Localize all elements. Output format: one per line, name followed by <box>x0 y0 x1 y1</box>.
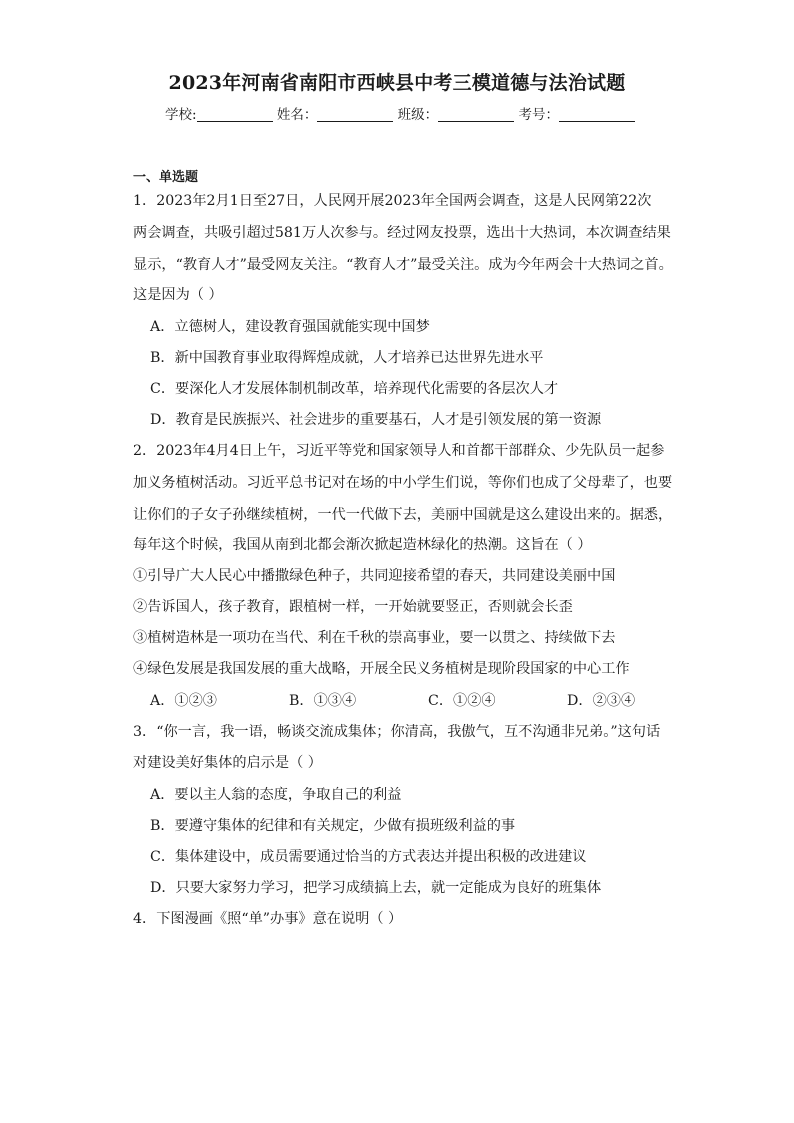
q2-statement-3: ③植树造林是一项功在当代、利在千秋的崇高事业，要一以贯之、持续做下去 <box>133 630 616 646</box>
q2-line: 让你们的子女子孙继续植树，一代一代做下去，美丽中国就是这么建设出来的。据悉， <box>133 507 673 523</box>
q3-option-b: B．要遵守集体的纪律和有关规定，少做有损班级利益的事 <box>150 818 516 834</box>
q3-option-d: D．只要大家努力学习，把学习成绩搞上去，就一定能成为良好的班集体 <box>150 880 602 896</box>
q1-line: 两会调查，共吸引超过581万人次参与。经过网友投票，选出十大热词，本次调查结果 <box>133 225 671 241</box>
q1-option-b: B．新中国教育事业取得辉煌成就，人才培养已达世界先进水平 <box>150 350 544 366</box>
q2-line: 加义务植树活动。习近平总书记对在场的中小学生们说，等你们也成了父母辈了，也要 <box>133 475 673 491</box>
class-label: 班级： <box>397 107 439 123</box>
q2-line: 2．2023年4月4日上午，习近平等党和国家领导人和首都干部群众、少先队员一起参 <box>133 443 665 459</box>
q4-line: 4．下图漫画《照“单”办事》意在说明（ ） <box>133 911 403 927</box>
class-blank <box>438 107 514 122</box>
q2-line: 每年这个时候，我国从南到北都会渐次掀起造林绿化的热潮。这旨在（ ） <box>133 537 592 553</box>
q3-line: 3．“你一言，我一语，畅谈交流成集体；你清高，我傲气，互不沟通非兄弟。”这句话 <box>133 724 661 740</box>
q1-option-c: C．要深化人才发展体制机制改革，培养现代化需要的各层次人才 <box>150 381 559 397</box>
q2-option-b: B．①③④ <box>289 693 357 709</box>
q3-option-a: A．要以主人翁的态度，争取自己的利益 <box>150 787 402 803</box>
q1-option-a: A．立德树人，建设教育强国就能实现中国梦 <box>150 319 430 335</box>
q2-option-d: D．②③④ <box>567 693 636 709</box>
page-title: 2023年河南省南阳市西峡县中考三模道德与法治试题 <box>168 72 626 94</box>
q2-option-c: C．①②④ <box>428 693 496 709</box>
q3-option-c: C．集体建设中，成员需要通过恰当的方式表达并提出积极的改进建议 <box>150 849 587 865</box>
exam-number-label: 考号： <box>518 107 559 123</box>
q3-line: 对建设美好集体的启示是（ ） <box>133 755 322 771</box>
name-label: 姓名： <box>276 107 318 123</box>
name-blank <box>317 107 393 122</box>
q2-statement-2: ②告诉国人，孩子教育，跟植树一样，一开始就要竖正，否则就会长歪 <box>133 599 573 615</box>
q1-line: 显示，“教育人才”最受网友关注。“教育人才”最受关注。成为今年两会十大热词之首。 <box>133 257 673 273</box>
q2-statement-1: ①引导广大人民心中播撒绿色种子，共同迎接希望的春天，共同建设美丽中国 <box>133 568 616 584</box>
q1-line: 1．2023年2月1日至27日，人民网开展2023年全国两会调查，这是人民网第22次 <box>133 193 652 209</box>
q2-options-row <box>150 691 706 711</box>
q2-option-a: A．①②③ <box>150 693 217 709</box>
school-label: 学校: <box>165 107 197 123</box>
school-blank <box>197 107 273 122</box>
q1-line: 这是因为（ ） <box>133 287 223 303</box>
q2-statement-4: ④绿色发展是我国发展的重大战略，开展全民义务植树是现阶段国家的中心工作 <box>133 661 630 677</box>
student-info-row <box>165 103 635 123</box>
q1-option-d: D．教育是民族振兴、社会进步的重要基石，人才是引领发展的第一资源 <box>150 412 602 428</box>
exam-number-blank <box>559 107 635 122</box>
section-title: 一、单选题 <box>133 170 199 185</box>
